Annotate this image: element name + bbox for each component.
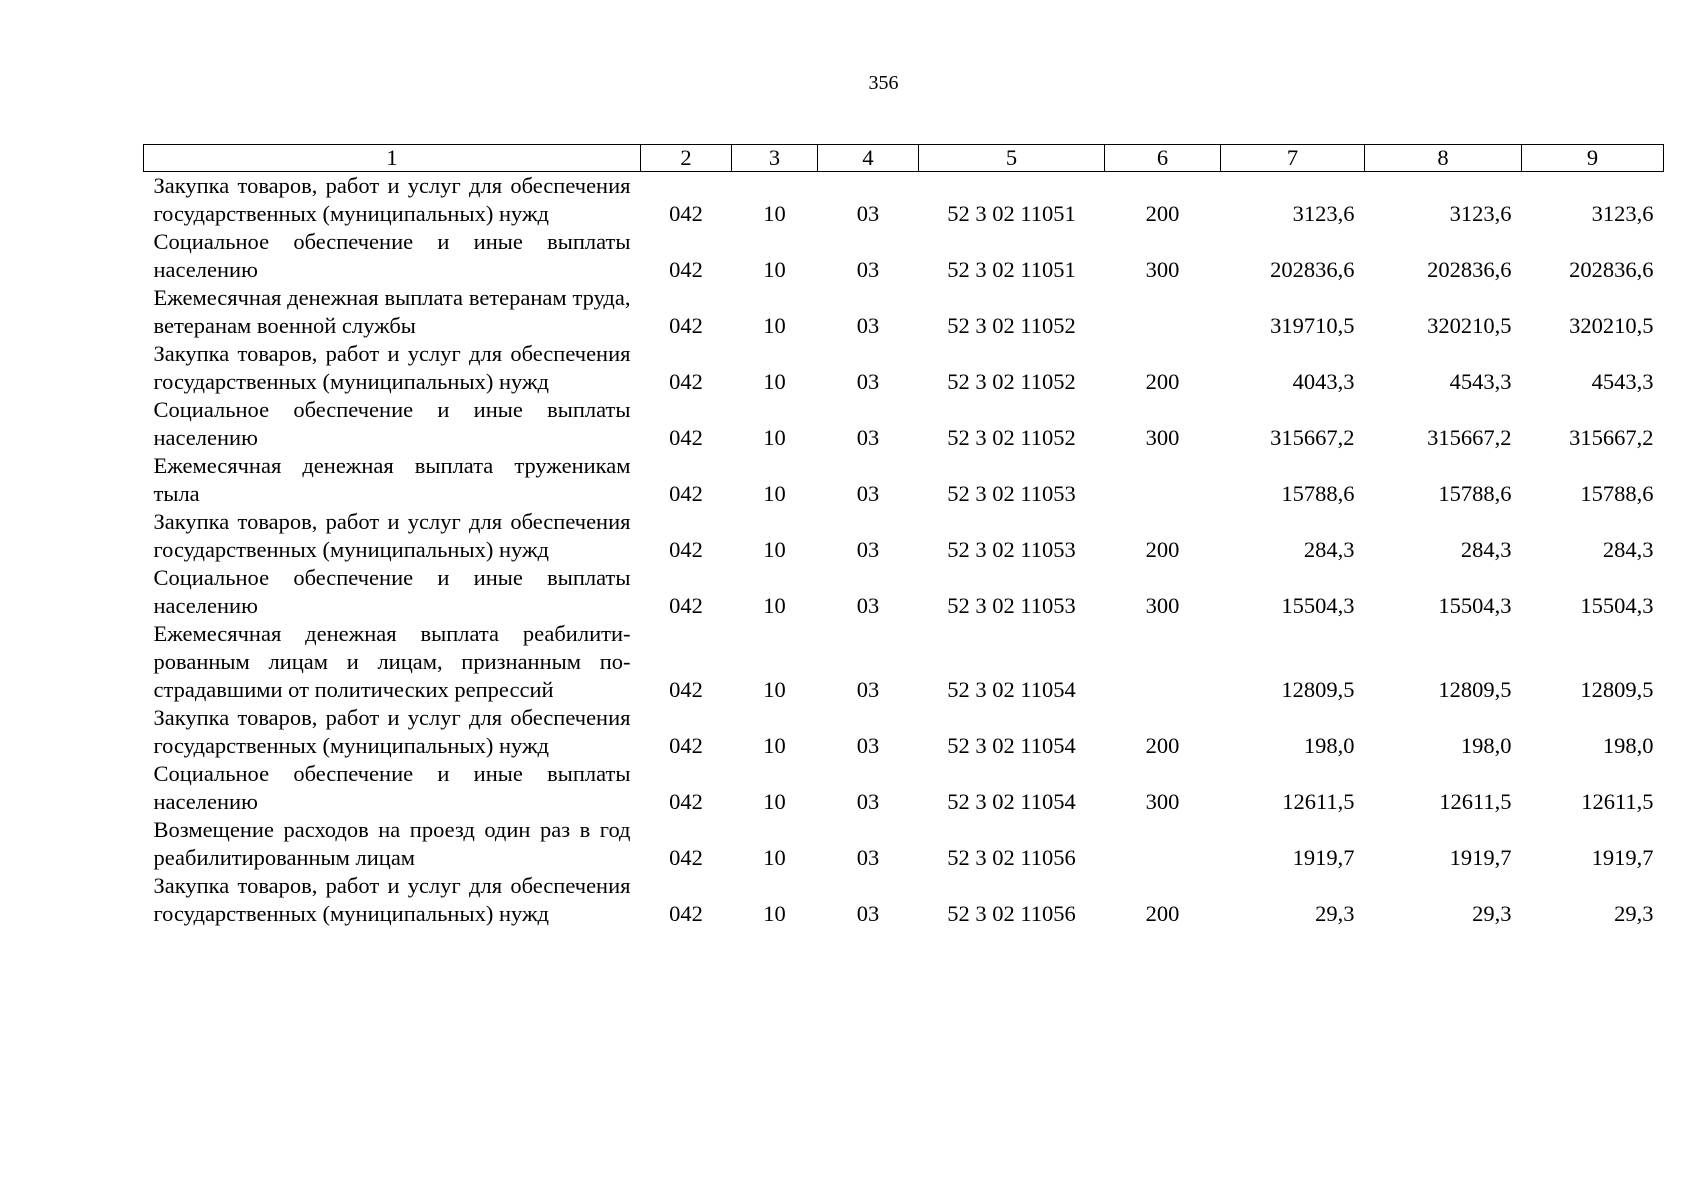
- subsection-code-cell: 03: [856, 845, 880, 870]
- target-article-cell: 52 3 02 11054: [947, 677, 1076, 702]
- row-name-cell: Социальное обеспечение и иные выплаты населению: [153, 565, 631, 618]
- column-header: 3: [732, 145, 818, 172]
- row-name-cell: Социальное обеспечение и иные выплаты населению: [153, 229, 631, 282]
- target-article-cell: 52 3 02 11051: [947, 257, 1076, 282]
- target-article-cell: 52 3 02 11052: [947, 313, 1076, 338]
- amount-col7-cell: 319710,5: [1270, 313, 1355, 338]
- table-row: [144, 760, 1664, 816]
- row-name-cell: Социальное обеспечение и иные выплаты населению: [153, 397, 631, 450]
- row-name-cell: Социальное обеспечение и иные выплаты населению: [153, 761, 631, 814]
- target-article-cell: 52 3 02 11051: [947, 201, 1076, 226]
- amount-col7-cell: 15504,3: [1281, 593, 1355, 618]
- table-row: [144, 340, 1664, 396]
- amount-col9-cell: 12611,5: [1581, 789, 1654, 814]
- target-article-cell: 52 3 02 11053: [947, 593, 1076, 618]
- table-header-row: [144, 145, 1664, 172]
- column-header: 6: [1105, 145, 1221, 172]
- subsection-code-cell: 03: [856, 425, 880, 450]
- expense-type-cell: 300: [1145, 789, 1180, 814]
- ministry-code-cell: 042: [669, 845, 703, 870]
- expense-type-cell: 200: [1145, 369, 1180, 394]
- ministry-code-cell: 042: [669, 901, 703, 926]
- amount-col8-cell: 1919,7: [1449, 845, 1512, 870]
- amount-col7-cell: 4043,3: [1292, 369, 1355, 394]
- ministry-code-cell: 042: [669, 201, 703, 226]
- amount-col9-cell: 12809,5: [1580, 677, 1654, 702]
- amount-col7-cell: 202836,6: [1270, 257, 1355, 282]
- section-code-cell: 10: [763, 901, 786, 926]
- table-body: [144, 172, 1664, 929]
- ministry-code-cell: 042: [669, 537, 703, 562]
- amount-col9-cell: 29,3: [1614, 901, 1654, 926]
- amount-col9-cell: 3123,6: [1591, 201, 1654, 226]
- row-name-cell: Ежемесячная денежная выплата реабилитированным лицам и лицам, признанным пострадавшими от политических репрессий: [153, 621, 631, 702]
- table-row: [144, 872, 1664, 928]
- amount-col7-cell: 15788,6: [1281, 481, 1355, 506]
- expense-type-cell: 300: [1145, 593, 1180, 618]
- column-header: 7: [1221, 145, 1365, 172]
- amount-col8-cell: 15504,3: [1438, 593, 1512, 618]
- target-article-cell: 52 3 02 11052: [947, 369, 1076, 394]
- subsection-code-cell: 03: [856, 789, 880, 814]
- section-code-cell: 10: [763, 537, 786, 562]
- subsection-code-cell: 03: [856, 537, 880, 562]
- section-code-cell: 10: [763, 845, 786, 870]
- section-code-cell: 10: [763, 481, 786, 506]
- amount-col8-cell: 12611,5: [1439, 789, 1512, 814]
- section-code-cell: 10: [763, 313, 786, 338]
- ministry-code-cell: 042: [669, 313, 703, 338]
- amount-col7-cell: 12809,5: [1281, 677, 1355, 702]
- section-code-cell: 10: [763, 789, 786, 814]
- expense-type-cell: [1105, 452, 1221, 508]
- amount-col7-cell: 1919,7: [1292, 845, 1355, 870]
- ministry-code-cell: 042: [669, 425, 703, 450]
- table-row: [144, 620, 1664, 704]
- amount-col8-cell: 15788,6: [1438, 481, 1512, 506]
- column-header: 2: [641, 145, 732, 172]
- section-code-cell: 10: [763, 733, 786, 758]
- ministry-code-cell: 042: [669, 593, 703, 618]
- table-row: [144, 284, 1664, 340]
- table-row: [144, 508, 1664, 564]
- expense-type-cell: [1105, 816, 1221, 872]
- column-header: 5: [919, 145, 1105, 172]
- amount-col7-cell: 12611,5: [1282, 789, 1355, 814]
- row-name-cell: Возмещение расходов на проезд один раз в год реабилитированным лицам: [153, 817, 631, 870]
- amount-col9-cell: 315667,2: [1569, 425, 1654, 450]
- subsection-code-cell: 03: [856, 481, 880, 506]
- amount-col7-cell: 315667,2: [1270, 425, 1355, 450]
- row-name-cell: Ежемесячная денежная выплата ветеранам труда, ветеранам военной службы: [153, 285, 631, 338]
- table-row: [144, 816, 1664, 872]
- amount-col8-cell: 284,3: [1460, 537, 1512, 562]
- target-article-cell: 52 3 02 11056: [947, 845, 1076, 870]
- target-article-cell: 52 3 02 11054: [947, 789, 1076, 814]
- amount-col9-cell: 202836,6: [1569, 257, 1654, 282]
- amount-col7-cell: 29,3: [1315, 901, 1355, 926]
- expense-type-cell: 300: [1145, 425, 1180, 450]
- section-code-cell: 10: [763, 369, 786, 394]
- subsection-code-cell: 03: [856, 733, 880, 758]
- target-article-cell: 52 3 02 11056: [947, 901, 1076, 926]
- amount-col8-cell: 198,0: [1460, 733, 1512, 758]
- target-article-cell: 52 3 02 11053: [947, 537, 1076, 562]
- section-code-cell: 10: [763, 425, 786, 450]
- table-row: [144, 172, 1664, 229]
- amount-col9-cell: 15504,3: [1580, 593, 1654, 618]
- ministry-code-cell: 042: [669, 257, 703, 282]
- amount-col9-cell: 15788,6: [1580, 481, 1654, 506]
- subsection-code-cell: 03: [856, 677, 880, 702]
- amount-col8-cell: 29,3: [1472, 901, 1512, 926]
- ministry-code-cell: 042: [669, 481, 703, 506]
- table-row: [144, 704, 1664, 760]
- column-header: 9: [1522, 145, 1664, 172]
- subsection-code-cell: 03: [856, 201, 880, 226]
- expense-type-cell: 300: [1145, 257, 1180, 282]
- target-article-cell: 52 3 02 11053: [947, 481, 1076, 506]
- section-code-cell: 10: [763, 677, 786, 702]
- expense-type-cell: 200: [1145, 733, 1180, 758]
- subsection-code-cell: 03: [856, 901, 880, 926]
- amount-col8-cell: 4543,3: [1449, 369, 1512, 394]
- ministry-code-cell: 042: [669, 789, 703, 814]
- amount-col8-cell: 202836,6: [1427, 257, 1512, 282]
- table-row: [144, 228, 1664, 284]
- row-name-cell: Закупка товаров, работ и услуг для обеспечения государственных (муниципальных) нужд: [153, 341, 631, 394]
- amount-col9-cell: 1919,7: [1591, 845, 1654, 870]
- amount-col7-cell: 3123,6: [1292, 201, 1355, 226]
- amount-col8-cell: 315667,2: [1427, 425, 1512, 450]
- ministry-code-cell: 042: [669, 733, 703, 758]
- subsection-code-cell: 03: [856, 313, 880, 338]
- expense-type-cell: 200: [1145, 901, 1180, 926]
- expense-type-cell: [1105, 284, 1221, 340]
- table-row: [144, 564, 1664, 620]
- row-name-cell: Ежемесячная денежная выплата труженикам тыла: [153, 453, 631, 506]
- section-code-cell: 10: [763, 201, 786, 226]
- target-article-cell: 52 3 02 11054: [947, 733, 1076, 758]
- subsection-code-cell: 03: [856, 257, 880, 282]
- amount-col8-cell: 12809,5: [1438, 677, 1512, 702]
- amount-col9-cell: 198,0: [1602, 733, 1654, 758]
- section-code-cell: 10: [763, 593, 786, 618]
- column-header: 4: [818, 145, 919, 172]
- row-name-cell: Закупка товаров, работ и услуг для обеспечения государственных (муниципальных) нужд: [153, 705, 631, 758]
- column-header: 8: [1365, 145, 1522, 172]
- target-article-cell: 52 3 02 11052: [947, 425, 1076, 450]
- ministry-code-cell: 042: [669, 369, 703, 394]
- table-row: [144, 452, 1664, 508]
- row-name-cell: Закупка товаров, работ и услуг для обеспечения государственных (муниципальных) нужд: [153, 509, 631, 562]
- expense-type-cell: [1105, 620, 1221, 704]
- amount-col9-cell: 284,3: [1602, 537, 1654, 562]
- expense-type-cell: 200: [1145, 537, 1180, 562]
- section-code-cell: 10: [763, 257, 786, 282]
- amount-col8-cell: 3123,6: [1449, 201, 1512, 226]
- amount-col9-cell: 4543,3: [1591, 369, 1654, 394]
- subsection-code-cell: 03: [856, 593, 880, 618]
- table-row: [144, 396, 1664, 452]
- amount-col7-cell: 198,0: [1303, 733, 1355, 758]
- row-name-cell: Закупка товаров, работ и услуг для обеспечения государственных (муниципальных) нужд: [153, 873, 631, 926]
- budget-table: [143, 144, 1664, 928]
- ministry-code-cell: 042: [669, 677, 703, 702]
- row-name-cell: Закупка товаров, работ и услуг для обеспечения государственных (муниципальных) нужд: [153, 173, 631, 226]
- amount-col7-cell: 284,3: [1303, 537, 1355, 562]
- column-header: 1: [144, 145, 641, 172]
- subsection-code-cell: 03: [856, 369, 880, 394]
- amount-col8-cell: 320210,5: [1427, 313, 1512, 338]
- amount-col9-cell: 320210,5: [1569, 313, 1654, 338]
- page-number: 356: [868, 72, 899, 94]
- expense-type-cell: 200: [1145, 201, 1180, 226]
